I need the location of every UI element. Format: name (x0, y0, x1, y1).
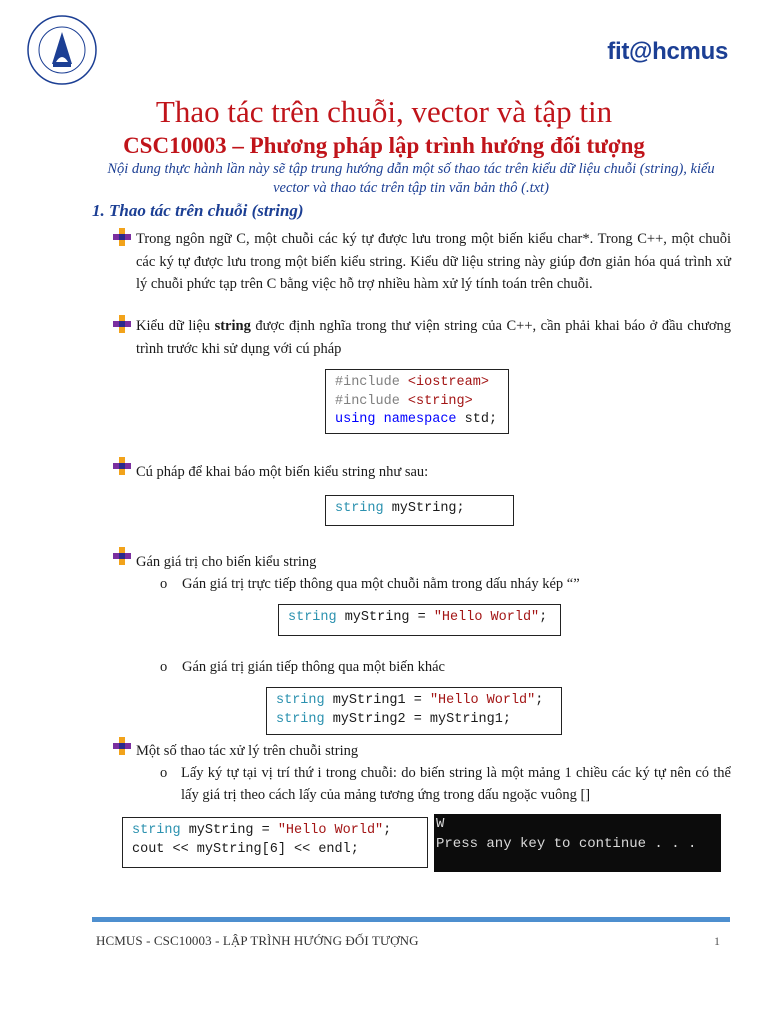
code-block-indirect-assign: string myString1 = "Hello World"; string myString2 = myString1; (266, 687, 562, 735)
bullet-icon (113, 457, 131, 480)
bullet-paragraph: Kiểu dữ liệu string được định nghĩa trong thư viện string của C++, cần phải khai báo ở đầu chương trình trước khi sử dụng với cú pháp (136, 318, 731, 357)
bullet-paragraph: Một số thao tác xử lý trên chuỗi string (136, 743, 359, 759)
sub-marker: o (160, 576, 168, 592)
sub-marker: o (160, 659, 168, 675)
sub-item-text: Gán giá trị trực tiếp thông qua một chuỗi nằm trong dấu nháy kép “” (182, 576, 580, 592)
brand-label: fit@hcmus (607, 38, 728, 65)
bullet-icon (113, 547, 131, 570)
sub-item (160, 656, 445, 678)
sub-item-text: Gán giá trị gián tiếp thông qua một biến khác (182, 659, 445, 675)
footer-divider (92, 917, 730, 922)
bullet-icon (113, 228, 131, 251)
code-block-includes: #include <iostream> #include <string> using namespace std; (325, 369, 509, 434)
bullet-paragraph: Gán giá trị cho biến kiểu string (136, 554, 317, 570)
sub-marker: o (160, 765, 168, 781)
page-number: 1 (714, 934, 720, 948)
code-block-declaration: string myString; (325, 495, 514, 526)
bullet-paragraph: Cú pháp để khai báo một biến kiểu string như sau: (136, 464, 429, 480)
sub-item-text: Lấy ký tự tại vị trí thứ i trong chuỗi: do biến string là một mảng 1 chiều các ký tự nên có thể lấy giá trị theo cách lấy của mảng tương ứng trong dấu ngoặc vuông [] (181, 765, 731, 803)
code-block-direct-assign: string myString = "Hello World"; (278, 604, 561, 636)
intro-paragraph: Nội dung thực hành lần này sẽ tập trung hướng dẫn một số thao tác trên kiểu dữ liệu chuỗi (string), kiểu vector và thao tác trên tập tin văn bản thô (.txt) (107, 161, 715, 196)
code-block-index-access: string myString = "Hello World"; cout << myString[6] << endl; (122, 817, 428, 868)
bullet-paragraph: Trong ngôn ngữ C, một chuỗi các ký tự được lưu trong một biến kiểu char*. Trong C++, một chuỗi các ký tự được lưu trong một biến kiểu string. Kiểu dữ liệu string này giúp đơn giản hóa quá trình xử lý chuỗi phức tạp trên C bằng việc hỗ trợ nhiều hàm xử lý tính toán trên chuỗi. (136, 231, 731, 292)
bullet-icon (113, 315, 131, 338)
bullet-icon (113, 737, 131, 760)
console-line: Press any key to continue . . . (436, 836, 697, 852)
page-title: Thao tác trên chuỗi, vector và tập tin (155, 94, 613, 129)
footer-text: HCMUS - CSC10003 - LẬP TRÌNH HƯỚNG ĐỐI TƯỢNG (96, 933, 419, 948)
console-line: W (436, 816, 445, 832)
sub-item (160, 573, 580, 595)
page-subtitle: CSC10003 – Phương pháp lập trình hướng đối tượng (123, 133, 645, 158)
console-output (434, 814, 721, 872)
section-heading: 1. Thao tác trên chuỗi (string) (92, 201, 304, 220)
university-logo (26, 14, 98, 86)
